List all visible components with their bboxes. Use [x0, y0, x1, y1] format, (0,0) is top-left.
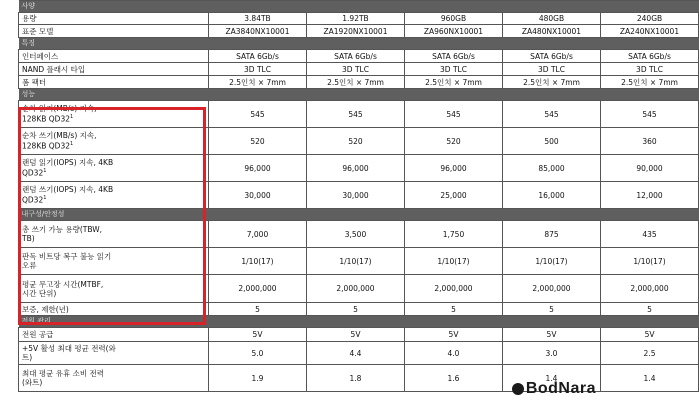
cell: 545 [405, 101, 503, 128]
cell: 3D TLC [405, 63, 503, 76]
cell: ZA960NX10001 [405, 25, 503, 38]
cell: 240GB [601, 13, 699, 25]
cell: 2.5인치 × 7mm [307, 76, 405, 89]
footnote-mark: 1 [70, 141, 74, 148]
cell: 2.5인치 × 7mm [209, 76, 307, 89]
uber-row [19, 248, 699, 275]
seq-write-row [19, 128, 699, 155]
cell: 2.5 [601, 342, 699, 365]
row-label: 판독 비트당 복구 불능 읽기 오류 [19, 248, 209, 275]
cell: 875 [503, 221, 601, 248]
cell: 545 [601, 101, 699, 128]
row-label: +5V 활성 최대 평균 전력(와 트) [19, 342, 209, 365]
cell: SATA 6Gb/s [405, 50, 503, 63]
cell: 520 [405, 128, 503, 155]
cell: 5V [307, 328, 405, 342]
cell: 1.9 [209, 365, 307, 392]
cell: 2.5인치 × 7mm [503, 76, 601, 89]
cell: 7,000 [209, 221, 307, 248]
cell: 2,000,000 [307, 275, 405, 303]
footnote-mark: 1 [43, 168, 47, 175]
cell: 96,000 [209, 155, 307, 182]
cell: 1,750 [405, 221, 503, 248]
row-label: 랜덤 쓰기(IOPS) 지속, 4KB $QD32^1$ [19, 182, 209, 209]
row-label: 순차 읽기(MB/s) 지속, 128KB $QD32^1$ [19, 101, 209, 128]
cell: 3D TLC [307, 63, 405, 76]
section-title: 사양 [19, 1, 699, 13]
cell: 520 [307, 128, 405, 155]
interface-row [19, 50, 699, 63]
section-title: 특징 [19, 38, 699, 50]
cell: 545 [503, 101, 601, 128]
cell: 5 [405, 303, 503, 316]
watermark-logo-icon [512, 383, 524, 395]
section-features-header [19, 38, 699, 50]
cell: SATA 6Gb/s [209, 50, 307, 63]
cell: 1/10(17) [209, 248, 307, 275]
model-row [19, 25, 699, 38]
cell: 1.4 [503, 365, 601, 392]
rand-write-row [19, 182, 699, 209]
section-title: 전원 관리 [19, 316, 699, 328]
cell: 2,000,000 [209, 275, 307, 303]
cell: 5.0 [209, 342, 307, 365]
cell: 2.5인치 × 7mm [601, 76, 699, 89]
cell: ZA3840NX10001 [209, 25, 307, 38]
footnote-mark: 1 [70, 114, 74, 121]
cell: 1.92TB [307, 13, 405, 25]
row-label: 인터페이스 [19, 50, 209, 63]
cell: 960GB [405, 13, 503, 25]
watermark-text: BodNara [525, 380, 596, 397]
capacity-row [19, 13, 699, 25]
row-label: 최대 평균 유휴 소비 전력 (와트) [19, 365, 209, 392]
section-spec-header [19, 1, 699, 13]
cell: 480GB [503, 13, 601, 25]
section-title: 내구성/안정성 [19, 209, 699, 221]
watermark [512, 380, 596, 398]
cell: 500 [503, 128, 601, 155]
cell: 1/10(17) [307, 248, 405, 275]
cell: 5V [601, 328, 699, 342]
row-label: 용량 [19, 13, 209, 25]
row-label: 표준 모델 [19, 25, 209, 38]
cell: 2,000,000 [405, 275, 503, 303]
power-supply-row [19, 328, 699, 342]
row-label: 순차 쓰기(MB/s) 지속, 128KB $QD32^1$ [19, 128, 209, 155]
cell: 545 [209, 101, 307, 128]
cell: 5 [307, 303, 405, 316]
cell: 2,000,000 [503, 275, 601, 303]
cell: ZA480NX10001 [503, 25, 601, 38]
cell: 5V [209, 328, 307, 342]
section-power-header [19, 316, 699, 328]
section-endurance-header [19, 209, 699, 221]
row-label: 보증, 제한(년) [19, 303, 209, 316]
mtbf-row [19, 275, 699, 303]
seq-read-row [19, 101, 699, 128]
cell: 2.5인치 × 7mm [405, 76, 503, 89]
cell: 25,000 [405, 182, 503, 209]
rand-read-row [19, 155, 699, 182]
cell: 1/10(17) [405, 248, 503, 275]
cell: 1.4 [601, 365, 699, 392]
cell: 4.0 [405, 342, 503, 365]
cell: 1.8 [307, 365, 405, 392]
cell: 2,000,000 [601, 275, 699, 303]
cell: ZA240NX10001 [601, 25, 699, 38]
cell: 4.4 [307, 342, 405, 365]
idle-power-row [19, 365, 699, 392]
cell: 5V [405, 328, 503, 342]
cell: 85,000 [503, 155, 601, 182]
cell: SATA 6Gb/s [307, 50, 405, 63]
footnote-mark: 1 [43, 195, 47, 202]
cell: 520 [209, 128, 307, 155]
row-label: 랜덤 읽기(IOPS) 지속, 4KB $QD32^1$ [19, 155, 209, 182]
cell: ZA1920NX10001 [307, 25, 405, 38]
cell: 96,000 [307, 155, 405, 182]
cell: 3D TLC [209, 63, 307, 76]
cell: 5 [503, 303, 601, 316]
tbw-row [19, 221, 699, 248]
cell: 5 [209, 303, 307, 316]
cell: 16,000 [503, 182, 601, 209]
cell: 1/10(17) [503, 248, 601, 275]
row-label: 전원 공급 [19, 328, 209, 342]
cell: 5V [503, 328, 601, 342]
cell: 3D TLC [601, 63, 699, 76]
warranty-row [19, 303, 699, 316]
cell: 96,000 [405, 155, 503, 182]
cell: 30,000 [209, 182, 307, 209]
section-performance-header [19, 89, 699, 101]
row-label: 총 쓰기 가능 용량(TBW, TB) [19, 221, 209, 248]
spec-table [18, 0, 699, 392]
form-factor-row [19, 76, 699, 89]
nand-row [19, 63, 699, 76]
section-title: 성능 [19, 89, 699, 101]
bottom-crop [0, 396, 600, 400]
cell: 360 [601, 128, 699, 155]
cell: 1/10(17) [601, 248, 699, 275]
row-label: 폼 팩터 [19, 76, 209, 89]
cell: 12,000 [601, 182, 699, 209]
cell: 30,000 [307, 182, 405, 209]
row-label: 평균 무고장 시간(MTBF, 시간 단위) [19, 275, 209, 303]
cell: 1.6 [405, 365, 503, 392]
cell: SATA 6Gb/s [503, 50, 601, 63]
cell: 3,500 [307, 221, 405, 248]
cell: 545 [307, 101, 405, 128]
cell: 5 [601, 303, 699, 316]
cell: SATA 6Gb/s [601, 50, 699, 63]
row-label: NAND 플래시 타입 [19, 63, 209, 76]
cell: 435 [601, 221, 699, 248]
cell: 3D TLC [503, 63, 601, 76]
active-power-row [19, 342, 699, 365]
cell: 90,000 [601, 155, 699, 182]
cell: 3.84TB [209, 13, 307, 25]
cell: 3.0 [503, 342, 601, 365]
